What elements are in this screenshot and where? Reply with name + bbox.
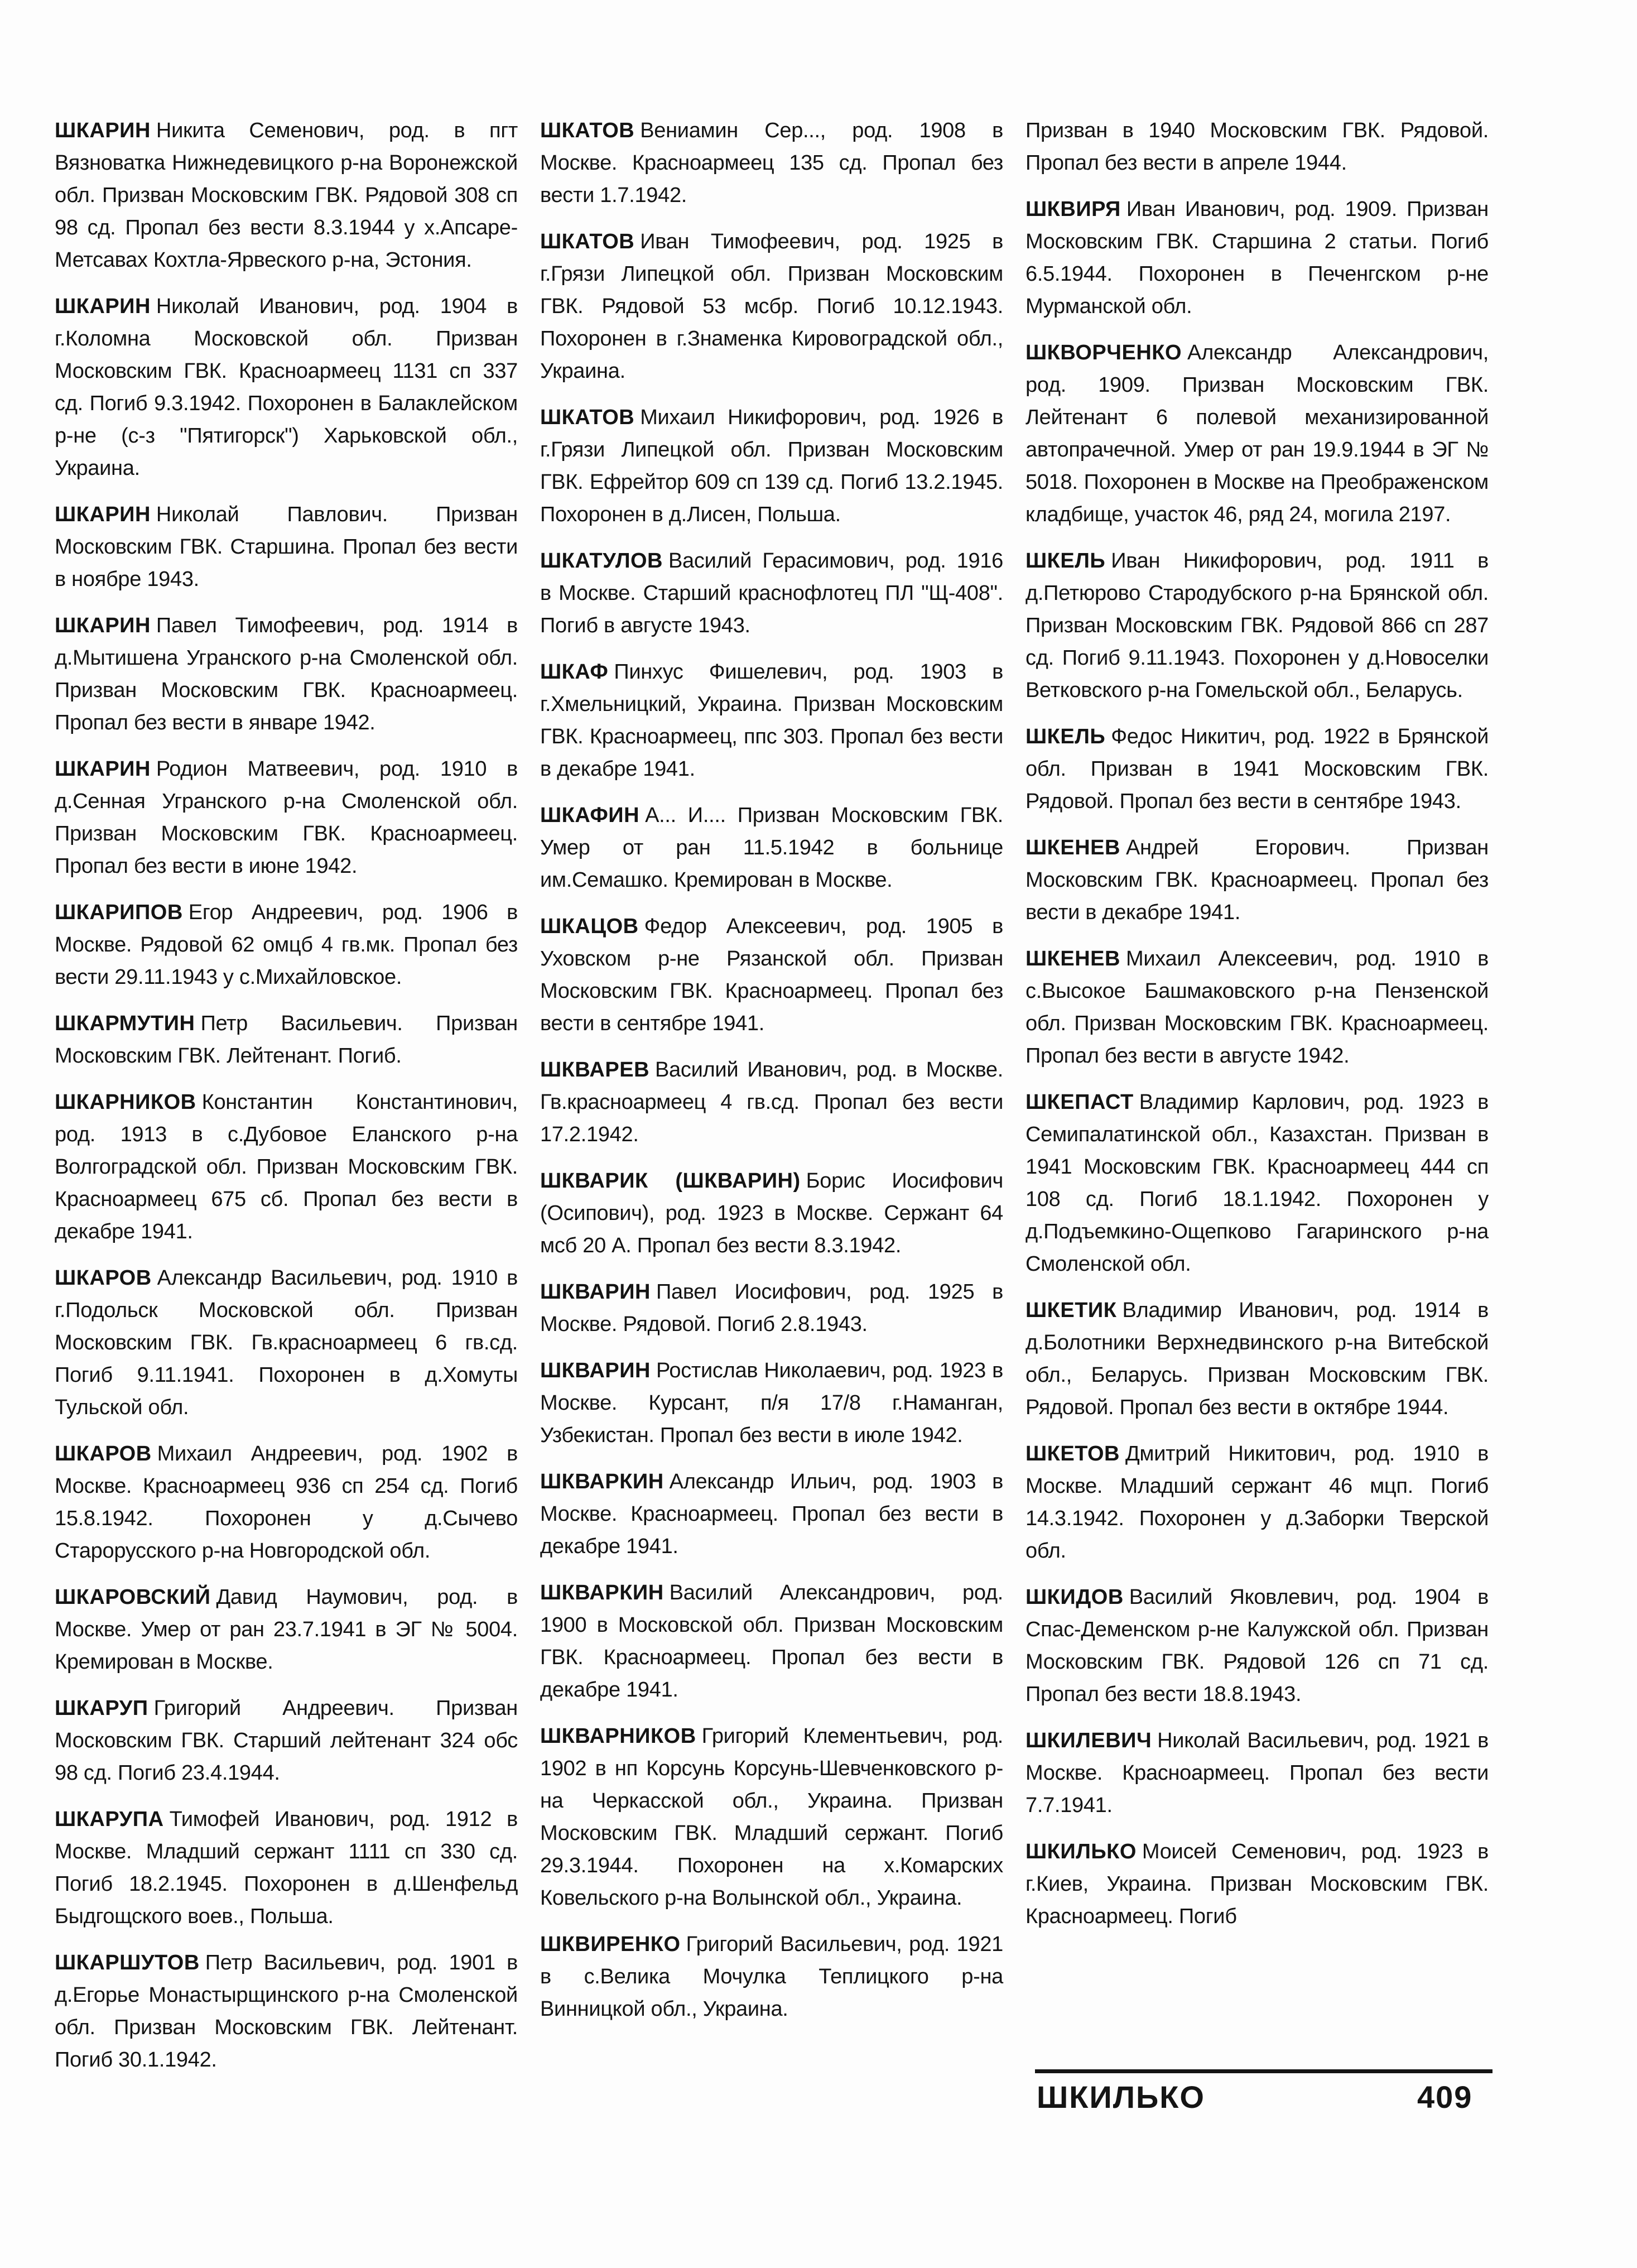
entry-details: Григорий Клементьевич, род. 1902 в нп Корсунь Корсунь-Шевченковского р-на Черкасской обл., Украина. Призван Московским ГВК. Младший сержант. Погиб 29.3.1944. Похоронен на х.Комарских Ковельского р-на Волынской обл., Украина. bbox=[540, 1724, 1003, 1910]
entry-details: Григорий Андреевич. Призван Московским ГВК. Старший лейтенант 324 обс 98 сд. Погиб 23.4.1944. bbox=[55, 1697, 518, 1785]
biography-entry bbox=[55, 1007, 518, 1072]
entry-surname: ШКИДОВ bbox=[1025, 1585, 1124, 1609]
entry-details: Василий Иванович, род. в Москве. Гв.красноармеец 4 гв.сд. Пропал без вести 17.2.1942. bbox=[540, 1058, 1003, 1146]
entry-surname: ШКАТОВ bbox=[540, 230, 635, 253]
entry-surname: ШКЕПАСТ bbox=[1025, 1090, 1134, 1114]
entry-details: Борис Иосифович (Осипович), род. 1923 в Москве. Сержант 64 мсб 20 А. Пропал без вести 8.3.1942. bbox=[540, 1169, 1003, 1257]
entry-surname: ШКАРУПА bbox=[55, 1808, 164, 1831]
entry-details: Александр Александрович, род. 1909. Призван Московским ГВК. Лейтенант 6 полевой механизированной автопрачечной. Умер от ран 19.9.1944 в ЭГ № 5018. Похоронен в Москве на Преображенском кладбище, участок 46, ряд 24, могила 2197. bbox=[1025, 341, 1489, 526]
biography-entry bbox=[55, 1581, 518, 1678]
entry-details: Федор Алексеевич, род. 1905 в Уховском р-не Рязанской обл. Призван Московским ГВК. Красноармеец. Пропал без вести в сентябре 1941. bbox=[540, 915, 1003, 1035]
biography-entry bbox=[540, 401, 1003, 531]
page-number: 409 bbox=[1417, 2079, 1473, 2115]
biography-entry bbox=[1025, 1835, 1489, 1933]
entry-details: Дмитрий Никитович, род. 1910 в Москве. Младший сержант 46 мцп. Погиб 14.3.1942. Похоронен у д.Заборки Тверской обл. bbox=[1025, 1442, 1489, 1563]
entry-surname: ШКВИРЯ bbox=[1025, 198, 1121, 221]
entry-details: Петр Васильевич. Призван Московским ГВК. Лейтенант. Погиб. bbox=[55, 1012, 518, 1068]
entry-surname: ШКАРИН bbox=[55, 757, 151, 781]
entry-surname: ШКЕЛЬ bbox=[1025, 725, 1106, 748]
entry-details: Василий Александрович, род. 1900 в Московской обл. Призван Московским ГВК. Красноармеец. Пропал без вести в декабре 1941. bbox=[540, 1581, 1003, 1702]
biography-entry bbox=[540, 1465, 1003, 1563]
entry-details: Василий Яковлевич, род. 1904 в Спас-Деменском р-не Калужской обл. Призван Московским ГВК. Рядовой 126 сп 71 сд. Пропал без вести 18.8.1943. bbox=[1025, 1585, 1489, 1706]
entry-details: Никита Семенович, род. в пгт Вязноватка Нижнедевицкого р-на Воронежской обл. Призван Московским ГВК. Рядовой 308 сп 98 сд. Пропал без вести 8.3.1944 у х.Апсаре-Метсавах Кохтла-Ярвеского р-на, Эстония. bbox=[55, 119, 518, 272]
biography-entry bbox=[540, 1720, 1003, 1914]
entry-details: Моисей Семенович, род. 1923 в г.Киев, Украина. Призван Московским ГВК. Красноармеец. Погиб bbox=[1025, 1840, 1489, 1928]
biography-entry bbox=[540, 1354, 1003, 1452]
biography-entry bbox=[1025, 114, 1489, 179]
entry-surname: ШКАТОВ bbox=[540, 406, 635, 429]
entry-details: Николай Васильевич, род. 1921 в Москве. Красноармеец. Пропал без вести 7.7.1941. bbox=[1025, 1729, 1489, 1817]
entry-surname: ШКВАРКИН bbox=[540, 1470, 664, 1493]
biography-entry bbox=[55, 1947, 518, 2076]
entry-details: Иван Никифорович, род. 1911 в д.Петюрово Стародубского р-на Брянской обл. Призван Московским ГВК. Рядовой 866 сп 287 сд. Погиб 9.11.1943. Похоронен у д.Новоселки Ветковского р-на Гомельской обл., Беларусь. bbox=[1025, 549, 1489, 702]
text-column-2 bbox=[540, 114, 1003, 2039]
biography-entry bbox=[540, 910, 1003, 1040]
biography-entry bbox=[540, 656, 1003, 785]
entry-surname: ШКЕНЕВ bbox=[1025, 947, 1120, 970]
entry-surname: ШКАРШУТОВ bbox=[55, 1951, 200, 1974]
biography-entry bbox=[55, 896, 518, 993]
biography-entry bbox=[55, 609, 518, 739]
entry-surname: ШКВАРКИН bbox=[540, 1581, 664, 1604]
entry-surname: ШКАРОВ bbox=[55, 1442, 152, 1465]
biography-entry bbox=[55, 1086, 518, 1248]
entry-surname: ШКАРМУТИН bbox=[55, 1012, 195, 1035]
biography-entry bbox=[540, 545, 1003, 642]
entry-details: Егор Андреевич, род. 1906 в Москве. Рядовой 62 омцб 4 гв.мк. Пропал без вести 29.11.1943 у с.Михайловское. bbox=[55, 901, 518, 989]
biography-entry bbox=[1025, 943, 1489, 1072]
entry-details: А... И.... Призван Московским ГВК. Умер от ран 11.5.1942 в больнице им.Семашко. Кремирован в Москве. bbox=[540, 804, 1003, 892]
entry-details: Павел Тимофеевич, род. 1914 в д.Мытишена Угранского р-на Смоленской обл. Призван Московским ГВК. Красноармеец. Пропал без вести в январе 1942. bbox=[55, 614, 518, 734]
entry-surname: ШКАРОВ bbox=[55, 1266, 152, 1290]
biography-entry bbox=[55, 114, 518, 276]
biography-entry bbox=[540, 1577, 1003, 1706]
biography-entry bbox=[540, 1054, 1003, 1151]
entry-surname: ШКВАРЕВ bbox=[540, 1058, 650, 1082]
entry-surname: ШКИЛЕВИЧ bbox=[1025, 1729, 1152, 1752]
text-column-1 bbox=[55, 114, 518, 2090]
footer-rule bbox=[1035, 2069, 1492, 2073]
entry-details: Ростислав Николаевич, род. 1923 в Москве. Курсант, п/я 17/8 г.Наманган, Узбекистан. Пропал без вести в июле 1942. bbox=[540, 1359, 1003, 1447]
entry-surname: ШКВАРИК (ШКВАРИН) bbox=[540, 1169, 801, 1193]
entry-details: Павел Иосифович, род. 1925 в Москве. Рядовой. Погиб 2.8.1943. bbox=[540, 1280, 1003, 1336]
entry-details: Иван Иванович, род. 1909. Призван Московским ГВК. Старшина 2 статьи. Погиб 6.5.1944. Похоронен в Печенгском р-не Мурманской обл. bbox=[1025, 198, 1489, 318]
biography-entry bbox=[1025, 832, 1489, 929]
entry-details: Иван Тимофеевич, род. 1925 в г.Грязи Липецкой обл. Призван Московским ГВК. Рядовой 53 мсбр. Погиб 10.12.1943. Похоронен в г.Знаменка Кировоградской обл., Украина. bbox=[540, 230, 1003, 383]
entry-surname: ШКАРИН bbox=[55, 614, 151, 637]
entry-surname: ШКВАРНИКОВ bbox=[540, 1724, 696, 1748]
biography-entry bbox=[540, 1276, 1003, 1340]
entry-details: Григорий Васильевич, род. 1921 в с.Велика Мочулка Теплицкого р-на Винницкой обл., Украина. bbox=[540, 1933, 1003, 2021]
biography-entry bbox=[55, 498, 518, 595]
entry-details: Михаил Никифорович, род. 1926 в г.Грязи Липецкой обл. Призван Московским ГВК. Ефрейтор 609 сп 139 сд. Погиб 13.2.1945. Похоронен в д.Лисен, Польша. bbox=[540, 406, 1003, 526]
entry-details: Андрей Егорович. Призван Московским ГВК. Красноармеец. Пропал без вести в декабре 1941. bbox=[1025, 836, 1489, 924]
entry-surname: ШКАТУЛОВ bbox=[540, 549, 663, 573]
biography-entry bbox=[1025, 337, 1489, 531]
entry-surname: ШКИЛЬКО bbox=[1025, 1840, 1137, 1863]
biography-entry bbox=[55, 753, 518, 882]
entry-surname: ШКАРУП bbox=[55, 1697, 148, 1720]
biography-entry bbox=[1025, 545, 1489, 707]
biography-entry bbox=[1025, 720, 1489, 818]
biography-entry bbox=[540, 1928, 1003, 2025]
entry-details: Петр Васильевич, род. 1901 в д.Егорье Монастырщинского р-на Смоленской обл. Призван Московским ГВК. Лейтенант. Погиб 30.1.1942. bbox=[55, 1951, 518, 2072]
text-column-3 bbox=[1025, 114, 1489, 1947]
biography-entry bbox=[55, 1803, 518, 1933]
entry-details: Федос Никитич, род. 1922 в Брянской обл. Призван в 1941 Московским ГВК. Рядовой. Пропал без вести в сентябре 1943. bbox=[1025, 725, 1489, 813]
entry-surname: ШКВОРЧЕНКО bbox=[1025, 341, 1182, 364]
entry-details: Вениамин Сер..., род. 1908 в Москве. Красноармеец 135 сд. Пропал без вести 1.7.1942. bbox=[540, 119, 1003, 207]
entry-details: Пинхус Фишелевич, род. 1903 в г.Хмельницкий, Украина. Призван Московским ГВК. Красноармеец, ппс 303. Пропал без вести в декабре 1941. bbox=[540, 660, 1003, 781]
entry-surname: ШКАРИН bbox=[55, 503, 151, 526]
entry-details: Владимир Карлович, род. 1923 в Семипалатинской обл., Казахстан. Призван в 1941 Московским ГВК. Красноармеец 444 сп 108 сд. Погиб 18.1.1942. Похоронен у д.Подъемкино-Ощепково Гагаринского р-на Смоленской обл. bbox=[1025, 1090, 1489, 1276]
entry-details: Константин Константинович, род. 1913 в с.Дубовое Еланского р-на Волгоградской обл. Призван Московским ГВК. Красноармеец 675 сб. Пропал без вести в декабре 1941. bbox=[55, 1090, 518, 1243]
entry-surname: ШКВАРИН bbox=[540, 1359, 651, 1382]
entry-surname: ШКАРИПОВ bbox=[55, 901, 183, 924]
entry-details: Александр Ильич, род. 1903 в Москве. Красноармеец. Пропал без вести в декабре 1941. bbox=[540, 1470, 1003, 1558]
entry-details: Родион Матвеевич, род. 1910 в д.Сенная Угранского р-на Смоленской обл. Призван Московским ГВК. Красноармеец. Пропал без вести в июне 1942. bbox=[55, 757, 518, 878]
entry-surname: ШКАФ bbox=[540, 660, 609, 684]
entry-details: Николай Павлович. Призван Московским ГВК. Старшина. Пропал без вести в ноябре 1943. bbox=[55, 503, 518, 591]
entry-surname: ШКВАРИН bbox=[540, 1280, 651, 1304]
entry-details: Михаил Андреевич, род. 1902 в Москве. Красноармеец 936 сп 254 сд. Погиб 15.8.1942. Похоронен у д.Сычево Старорусского р-на Новгородской обл. bbox=[55, 1442, 518, 1563]
entry-details: Василий Герасимович, род. 1916 в Москве. Старший краснофлотец ПЛ "Щ-408". Погиб в августе 1943. bbox=[540, 549, 1003, 637]
biography-entry bbox=[1025, 1581, 1489, 1710]
biography-entry bbox=[1025, 1438, 1489, 1567]
entry-surname: ШКЕНЕВ bbox=[1025, 836, 1120, 859]
biography-entry bbox=[1025, 1294, 1489, 1424]
entry-surname: ШКВИРЕНКО bbox=[540, 1933, 681, 1956]
entry-surname: ШКАФИН bbox=[540, 804, 640, 827]
biography-entry bbox=[540, 114, 1003, 212]
entry-surname: ШКАТОВ bbox=[540, 119, 635, 142]
entry-surname: ШКАРОВСКИЙ bbox=[55, 1585, 211, 1609]
entry-details: Давид Наумович, род. в Москве. Умер от ран 23.7.1941 в ЭГ № 5004. Кремирован в Москве. bbox=[55, 1585, 518, 1674]
biography-entry bbox=[1025, 193, 1489, 323]
entry-surname: ШКАРНИКОВ bbox=[55, 1090, 196, 1114]
entry-details: Тимофей Иванович, род. 1912 в Москве. Младший сержант 1111 сп 330 сд. Погиб 18.2.1945. Похоронен в д.Шенфельд Быдгощского воев., Польша. bbox=[55, 1808, 518, 1928]
biography-entry bbox=[55, 1692, 518, 1789]
biography-entry bbox=[55, 290, 518, 484]
entry-surname: ШКЕЛЬ bbox=[1025, 549, 1106, 573]
biography-entry bbox=[540, 799, 1003, 896]
entry-details: Михаил Алексеевич, род. 1910 в с.Высокое Башмаковского р-на Пензенской обл. Призван Московским ГВК. Красноармеец. Пропал без вести в августе 1942. bbox=[1025, 947, 1489, 1068]
biography-entry bbox=[1025, 1086, 1489, 1280]
running-head: ШКИЛЬКО bbox=[1037, 2079, 1205, 2115]
entry-surname: ШКАРИН bbox=[55, 295, 151, 318]
biography-entry bbox=[540, 1165, 1003, 1262]
entry-details: Николай Иванович, род. 1904 в г.Коломна Московской обл. Призван Московским ГВК. Красноармеец 1131 сп 337 сд. Погиб 9.3.1942. Похоронен в Балаклейском р-не (с-з "Пятигорск") Харьковской обл., Украина. bbox=[55, 295, 518, 480]
entry-surname: ШКЕТОВ bbox=[1025, 1442, 1120, 1465]
entry-surname: ШКАРИН bbox=[55, 119, 151, 142]
entry-details: Призван в 1940 Московским ГВК. Рядовой. Пропал без вести в апреле 1944. bbox=[1025, 119, 1489, 175]
biography-entry bbox=[540, 225, 1003, 387]
entry-details: Владимир Иванович, род. 1914 в д.Болотники Верхнедвинского р-на Витебской обл., Беларусь. Призван Московским ГВК. Рядовой. Пропал без вести в октябре 1944. bbox=[1025, 1299, 1489, 1419]
entry-details: Александр Васильевич, род. 1910 в г.Подольск Московской обл. Призван Московским ГВК. Гв.красноармеец 6 гв.сд. Погиб 9.11.1941. Похоронен в д.Хомуты Тульской обл. bbox=[55, 1266, 518, 1419]
biography-entry bbox=[55, 1262, 518, 1424]
entry-surname: ШКЕТИК bbox=[1025, 1299, 1117, 1322]
biography-entry bbox=[55, 1438, 518, 1567]
biography-entry bbox=[1025, 1724, 1489, 1822]
entry-surname: ШКАЦОВ bbox=[540, 915, 639, 938]
